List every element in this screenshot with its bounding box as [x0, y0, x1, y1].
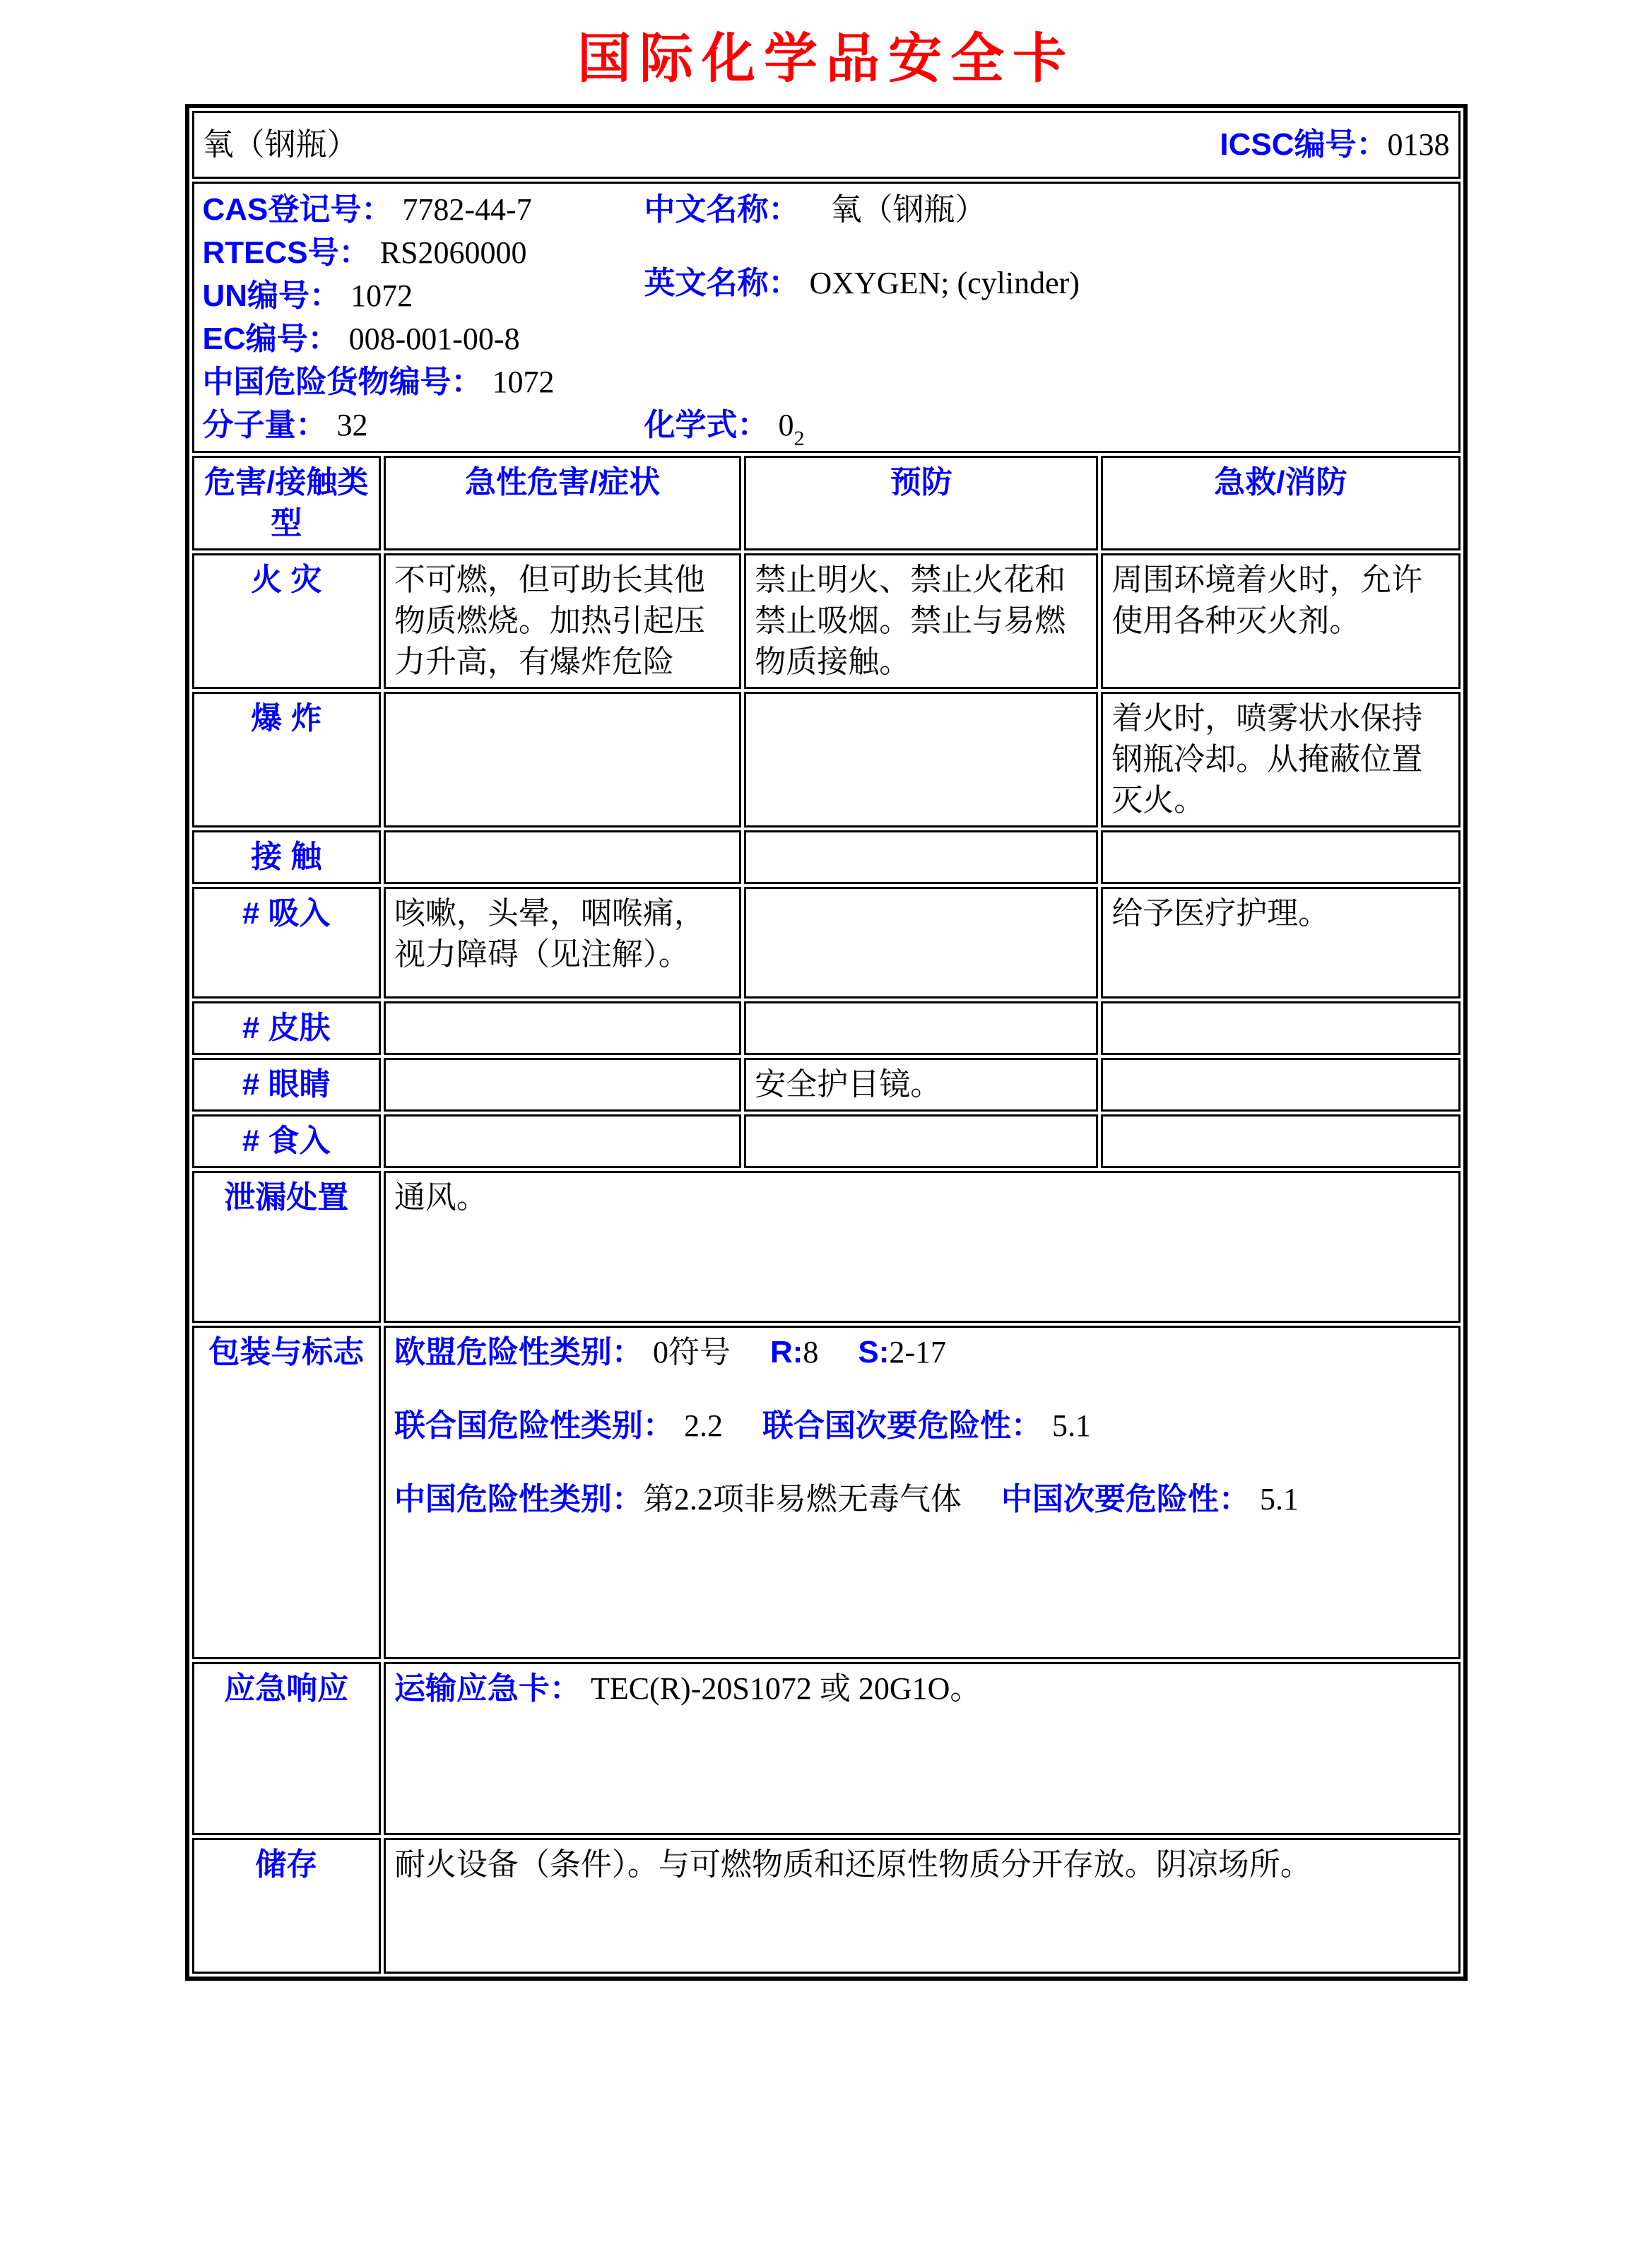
eyes-prevention: 安全护目镜。	[744, 1058, 1098, 1112]
packaging-labeling-content	[384, 1326, 1461, 1659]
spill-disposal-content: 通风。	[384, 1171, 1461, 1323]
hazard-type-fire: 火 灾	[192, 553, 381, 689]
un-number-line	[203, 274, 644, 317]
contact-firstaid	[1101, 830, 1460, 884]
un-number-value: 1072	[350, 278, 413, 313]
explosion-firstaid: 着火时，喷雾状水保持钢瓶冷却。从掩蔽位置灭火。	[1101, 692, 1460, 827]
china-dangerous-goods-number-line	[203, 360, 644, 403]
english-name-line	[644, 261, 1080, 305]
hazard-row-ingestion	[192, 1114, 1461, 1168]
icsc-card-table	[185, 104, 1468, 1981]
fire-prevention: 禁止明火、禁止火花和禁止吸烟。禁止与易燃物质接触。	[744, 553, 1098, 689]
cas-number-label: CAS登记号：	[202, 192, 393, 227]
un-subsidiary-risk-value: 5.1	[1051, 1408, 1091, 1443]
hazard-row-contact	[192, 830, 1461, 884]
eu-hazard-class-value: 0符号	[652, 1335, 731, 1369]
section-label-emergency-response: 应急响应	[192, 1662, 381, 1835]
cas-number-value: 7782-44-7	[402, 192, 532, 227]
hazard-type-contact: 接 触	[192, 830, 381, 884]
eu-hazard-class-label: 欧盟危险性类别：	[394, 1335, 643, 1369]
china-hazard-class-line	[394, 1479, 1450, 1520]
chemical-formula-value	[778, 408, 805, 450]
skin-firstaid	[1101, 1001, 1460, 1055]
ingestion-prevention	[744, 1114, 1098, 1168]
molecular-weight-label: 分子量：	[202, 408, 327, 442]
icsc-number-label: ICSC编号：	[1220, 127, 1388, 162]
un-number-label: UN编号：	[202, 278, 341, 313]
skin-prevention	[744, 1001, 1098, 1055]
molecular-weight-line	[203, 403, 644, 447]
ec-number-value: 008-001-00-8	[348, 322, 520, 356]
ec-number-label: EC编号：	[202, 322, 339, 356]
eyes-symptoms	[384, 1058, 741, 1112]
section-row-emergency-response	[192, 1662, 1461, 1835]
ingestion-firstaid	[1101, 1114, 1460, 1168]
explosion-prevention	[744, 692, 1098, 827]
english-name-value: OXYGEN; (cylinder)	[809, 266, 1080, 300]
hazard-type-inhalation: # 吸入	[192, 887, 381, 999]
column-header-hazard-type: 危害/接触类型	[192, 456, 381, 550]
page-title: 国际化学品安全卡	[577, 30, 1075, 89]
chemical-formula-line	[644, 403, 805, 450]
section-label-storage: 储存	[192, 1838, 381, 1974]
un-hazard-class-line	[394, 1406, 1450, 1447]
un-hazard-class-label: 联合国危险性类别：	[394, 1408, 674, 1443]
column-header-firstaid-firefighting: 急救/消防	[1101, 456, 1460, 550]
name-row	[192, 111, 1461, 179]
identification-left-column	[203, 188, 644, 447]
hazard-row-skin	[192, 1001, 1461, 1055]
formula-base: 0	[778, 408, 794, 442]
explosion-symptoms	[384, 692, 741, 827]
cas-number-line	[203, 188, 644, 231]
s-phrase-value: 2-17	[889, 1335, 947, 1369]
r-phrase-value: 8	[803, 1335, 819, 1369]
hazard-type-skin: # 皮肤	[192, 1001, 381, 1055]
hazard-header-row	[192, 456, 1461, 550]
transport-emergency-card-value: TEC(R)-20S1072 或 20G1O。	[590, 1671, 981, 1706]
skin-symptoms	[384, 1001, 741, 1055]
s-phrase-label: S:	[858, 1335, 890, 1369]
identification-row	[192, 182, 1461, 453]
china-dangerous-goods-number-label: 中国危险货物编号：	[202, 365, 483, 399]
china-hazard-class-value: 第2.2项非易燃无毒气体	[642, 1482, 962, 1516]
section-row-storage	[192, 1838, 1461, 1974]
fire-firstaid: 周围环境着火时，允许使用各种灭火剂。	[1101, 553, 1460, 689]
hazard-type-ingestion: # 食入	[192, 1114, 381, 1168]
inhalation-prevention	[744, 887, 1098, 999]
icsc-page	[0, 16, 1652, 2262]
storage-content: 耐火设备（条件）。与可燃物质和还原性物质分开存放。阴凉场所。	[384, 1838, 1461, 1974]
chinese-name-line	[644, 188, 986, 231]
eyes-firstaid	[1101, 1058, 1460, 1112]
ec-number-line	[203, 317, 644, 360]
hazard-row-inhalation	[192, 887, 1461, 999]
formula-subscript: 2	[793, 427, 805, 450]
rtecs-number-label: RTECS号：	[202, 235, 370, 270]
emergency-response-content	[384, 1662, 1461, 1835]
china-subsidiary-risk-value: 5.1	[1259, 1482, 1299, 1516]
eu-hazard-class-line	[394, 1332, 1450, 1373]
hazard-row-explosion	[192, 692, 1461, 827]
molecular-weight-value: 32	[336, 408, 368, 442]
section-row-packaging-labeling	[192, 1326, 1461, 1659]
section-label-spill-disposal: 泄漏处置	[192, 1171, 381, 1323]
fire-symptoms: 不可燃，但可助长其他物质燃烧。加热引起压力升高，有爆炸危险	[384, 553, 741, 689]
un-subsidiary-risk-label: 联合国次要危险性：	[762, 1408, 1042, 1443]
english-name-label: 英文名称：	[644, 266, 800, 300]
chinese-name-value: 氧（钢瓶）	[830, 192, 986, 227]
transport-emergency-card-label: 运输应急卡：	[394, 1671, 581, 1706]
hazard-row-eyes	[192, 1058, 1461, 1112]
chemical-formula-label: 化学式：	[644, 408, 769, 442]
identification-right-column	[644, 188, 1450, 450]
inhalation-symptoms: 咳嗽，头晕，咽喉痛，视力障碍（见注解）。	[384, 887, 741, 999]
china-hazard-class-label: 中国危险性类别：	[394, 1482, 643, 1516]
china-subsidiary-risk-label: 中国次要危险性：	[1001, 1482, 1250, 1516]
rtecs-number-line	[203, 231, 644, 274]
inhalation-firstaid: 给予医疗护理。	[1101, 887, 1460, 999]
china-dangerous-goods-number-value: 1072	[492, 365, 555, 399]
ingestion-symptoms	[384, 1114, 741, 1168]
hazard-type-explosion: 爆 炸	[192, 692, 381, 827]
contact-symptoms	[384, 830, 741, 884]
section-label-packaging-labeling: 包装与标志	[192, 1326, 381, 1659]
un-hazard-class-value: 2.2	[683, 1408, 723, 1443]
icsc-number-value: 0138	[1387, 127, 1450, 162]
r-phrase-label: R:	[769, 1335, 803, 1369]
hazard-row-fire	[192, 553, 1461, 689]
section-row-spill-disposal	[192, 1171, 1461, 1323]
contact-prevention	[744, 830, 1098, 884]
column-header-acute-symptoms: 急性危害/症状	[384, 456, 741, 550]
hazard-type-eyes: # 眼睛	[192, 1058, 381, 1112]
rtecs-number-value: RS2060000	[379, 235, 527, 270]
substance-name: 氧（钢瓶）	[202, 127, 358, 162]
column-header-prevention: 预防	[744, 456, 1098, 550]
icsc-number	[1220, 124, 1449, 165]
chinese-name-label: 中文名称：	[644, 192, 800, 227]
